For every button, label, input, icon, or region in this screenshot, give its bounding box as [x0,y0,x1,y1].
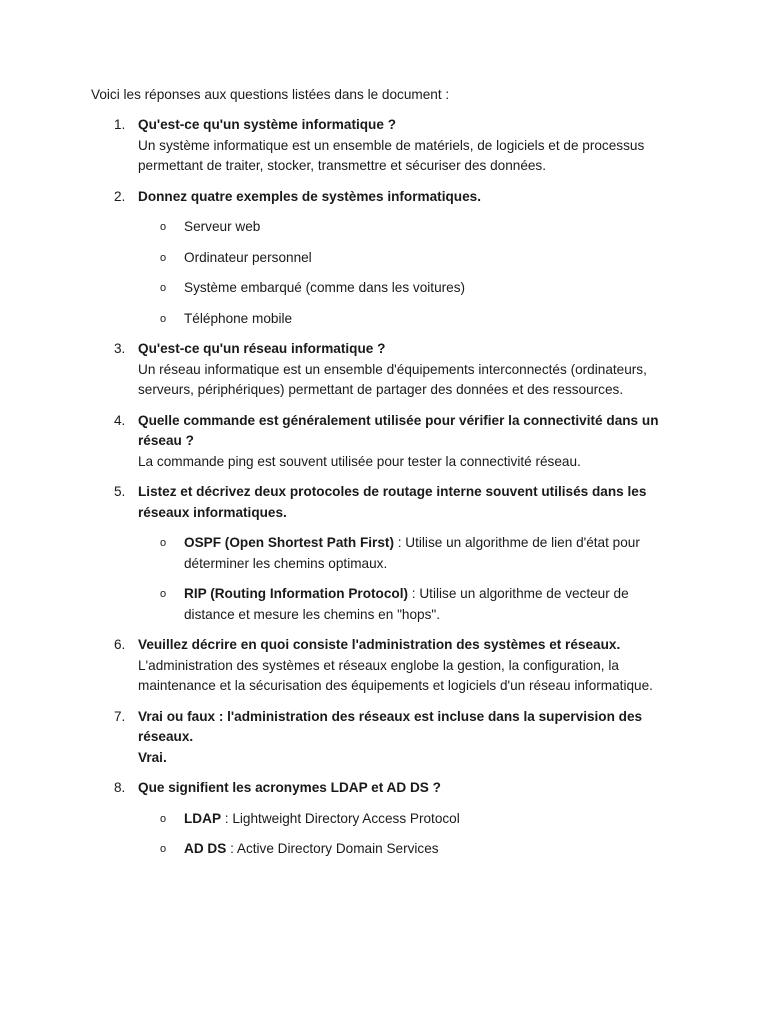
sub-item-text: Serveur web [184,219,261,234]
acronym-term: AD DS [184,841,227,856]
question-number: 3. [114,341,126,356]
bullet-icon: o [160,282,167,294]
bullet-icon: o [160,312,167,325]
question-number: 8. [114,780,126,795]
question-number: 7. [114,708,126,724]
sub-list-item [138,533,676,574]
question-item [0,115,768,177]
question-number: 4. [114,412,126,428]
bullet-icon: o [160,843,167,855]
sub-list-item [138,248,676,269]
bullet-icon: o [160,588,167,600]
sub-list-item [138,278,676,299]
bullet-icon: o [160,812,167,825]
protocol-term: OSPF (Open Shortest Path First) [184,535,394,550]
acronym-definition: : Lightweight Directory Access Protocol [221,810,460,826]
bullet-icon: o [160,537,167,549]
answer-text: La commande ping est souvent utilisée pour tester la connectivité réseau. [138,453,581,469]
question-text: Donnez quatre exemples de systèmes informatiques. [138,188,481,204]
question-text: Quelle commande est généralement utilisée pour vérifier la connectivité dans un réseau ? [138,412,659,448]
sub-list-item [138,809,676,830]
bullet-icon: o [160,221,167,233]
question-text: Qu'est-ce qu'un système informatique ? [138,117,396,132]
question-number: 6. [114,637,126,652]
question-item [0,339,768,401]
question-item [0,778,768,860]
protocol-description: : Utilise un algorithme de vecteur de distance et mesure les chemins en "hops". [184,586,629,622]
sub-list-item [138,839,676,860]
sub-list-item [138,584,676,625]
question-number: 1. [114,117,126,132]
sub-list [138,809,676,860]
question-text: Vrai ou faux : l'administration des réseaux est incluse dans la supervision des réseaux. [138,708,643,744]
question-text: Listez et décrivez deux protocoles de routage interne souvent utilisés dans les réseaux informatiques. [138,484,647,520]
acronym-term: LDAP [184,810,222,826]
sub-item-text: Ordinateur personnel [184,249,312,265]
bullet-icon: o [160,251,167,264]
intro-text: Voici les réponses aux questions listées dans le document : [91,87,450,102]
question-item [0,707,768,769]
question-item [0,482,768,625]
sub-list [138,217,676,329]
protocol-term: RIP (Routing Information Protocol) [184,586,409,601]
question-text: Qu'est-ce qu'un réseau informatique ? [138,341,386,356]
answer-text: Un système informatique est un ensemble de matériels, de logiciels et de processus permettant de traiter, stocker, transmettre et sécuriser des données. [138,137,645,173]
question-text: Veuillez décrire en quoi consiste l'administration des systèmes et réseaux. [138,637,621,652]
question-item [0,635,768,697]
answer-text: Vrai. [138,749,167,765]
sub-list-item [138,309,676,330]
answer-text: Un réseau informatique est un ensemble d'équipements interconnectés (ordinateurs, serveurs, périphériques) permettant de partager des données et des ressources. [138,361,647,397]
protocol-description: : Utilise un algorithme de lien d'état pour déterminer les chemins optimaux. [184,535,640,571]
sub-item-text: Système embarqué (comme dans les voitures) [184,280,466,295]
sub-list-item [138,217,676,238]
questions-list [0,115,768,870]
question-number: 2. [114,188,126,204]
acronym-definition: : Active Directory Domain Services [226,841,439,856]
question-item [0,187,768,330]
question-item [0,411,768,473]
answer-text: L'administration des systèmes et réseaux englobe la gestion, la configuration, la maintenance et la sécurisation des équipements et logiciels d'un réseau informatique. [138,657,653,693]
question-text: Que signifient les acronymes LDAP et AD DS ? [138,780,441,795]
sub-list [138,533,676,625]
sub-item-text: Téléphone mobile [184,310,293,326]
question-number: 5. [114,484,126,499]
